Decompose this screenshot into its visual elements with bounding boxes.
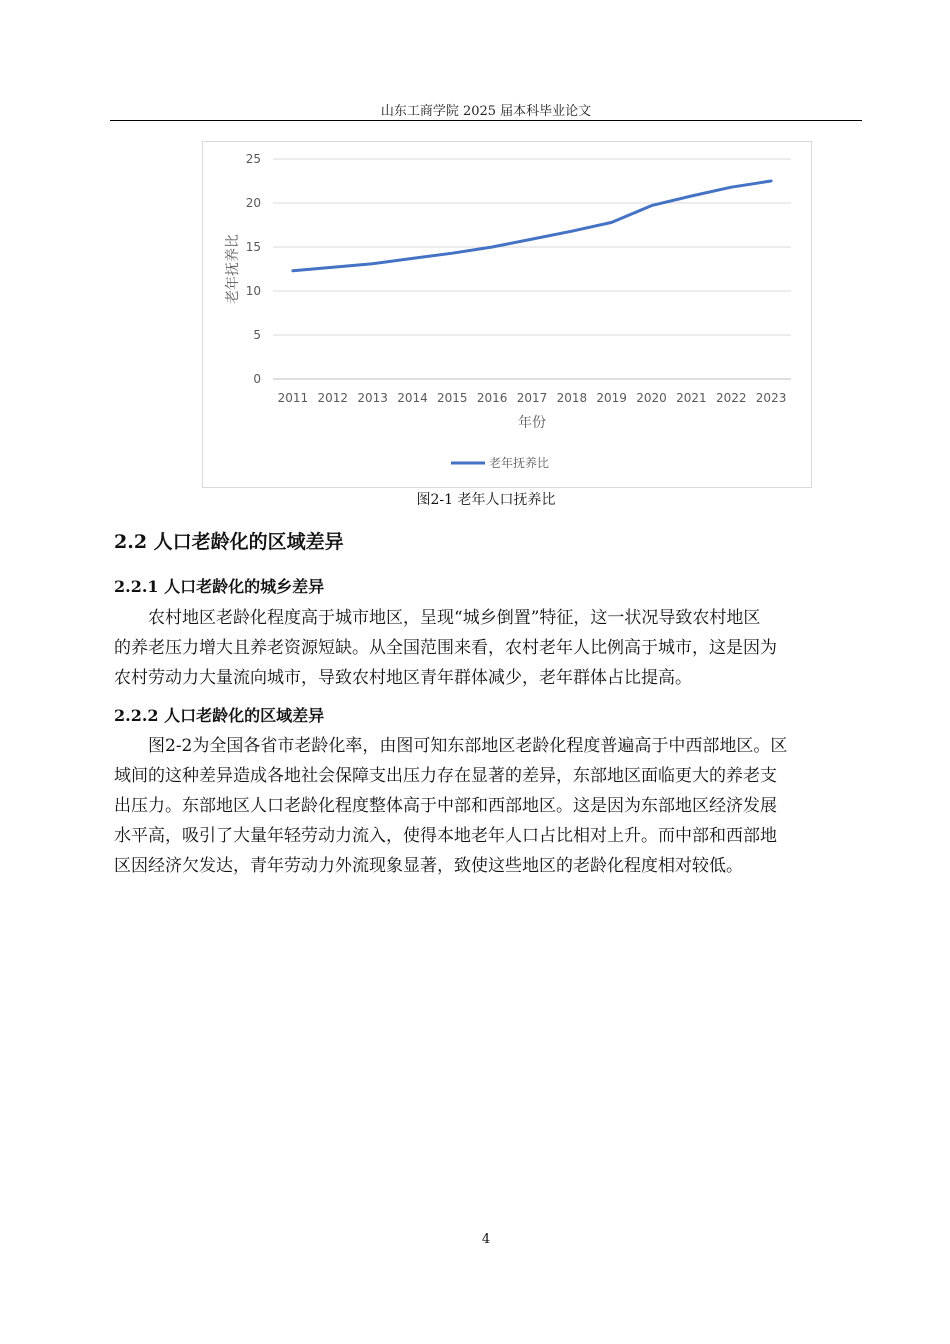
x-tick-label: 2022 [715, 391, 747, 405]
y-tick-label: 5 [253, 328, 261, 342]
paragraph-urban-rural-line: 农村劳动力大量流向城市，导致农村地区青年群体减少，老年群体占比提高。 [114, 668, 692, 688]
paragraph-regional-line: 图2-2为全国各省市老龄化率，由图可知东部地区老龄化程度普遍高于中西部地区。区 [148, 736, 788, 756]
x-tick-label: 2023 [755, 391, 787, 405]
x-tick-label: 2014 [397, 391, 428, 405]
x-tick-label: 2016 [476, 391, 508, 405]
paragraph-regional-line: 区因经济欠发达，青年劳动力外流现象显著，致使这些地区的老龄化程度相对较低。 [114, 856, 743, 876]
paragraph-regional-line: 出压力。东部地区人口老龄化程度整体高于中部和西部地区。这是因为东部地区经济发展 [114, 796, 777, 816]
paragraph-regional-line: 域间的这种差异造成各地社会保障支出压力存在显著的差异，东部地区面临更大的养老支 [114, 766, 777, 786]
page-number: 4 [481, 1232, 491, 1247]
y-tick-label: 10 [245, 284, 261, 298]
subsection-heading-urban-rural: 2.2.1 人口老龄化的城乡差异 [114, 577, 325, 596]
chart-canvas [203, 142, 811, 487]
y-tick-label: 25 [245, 152, 261, 166]
y-tick-label: 0 [253, 372, 261, 386]
legend-label: 老年抚养比 [489, 456, 550, 470]
line-chart [202, 141, 812, 488]
x-tick-label: 2015 [437, 391, 468, 405]
y-axis-title: 老年抚养比 [225, 234, 241, 304]
paragraph-regional-line: 水平高，吸引了大量年轻劳动力流入，使得本地老年人口占比相对上升。而中部和西部地 [114, 826, 777, 846]
x-tick-label: 2017 [516, 391, 548, 405]
paragraph-regional [114, 731, 860, 881]
x-axis-title: 年份 [518, 415, 546, 431]
subsection-heading-regional: 2.2.2 人口老龄化的区域差异 [114, 706, 325, 725]
x-tick-label: 2021 [676, 391, 707, 405]
x-tick-label: 2020 [636, 391, 667, 405]
x-tick-label: 2018 [556, 391, 588, 405]
y-tick-label: 20 [245, 196, 261, 210]
x-tick-label: 2013 [357, 391, 388, 405]
x-tick-label: 2019 [596, 391, 627, 405]
y-tick-label: 15 [245, 240, 261, 254]
header-rule [110, 120, 862, 121]
series-line [293, 181, 771, 271]
paragraph-urban-rural-line: 的养老压力增大且养老资源短缺。从全国范围来看，农村老年人比例高于城市，这是因为 [114, 638, 777, 658]
figure-caption: 图2-1 老年人口抚养比 [416, 492, 556, 508]
paragraph-urban-rural [114, 603, 860, 693]
paragraph-urban-rural-line: 农村地区老龄化程度高于城市地区，呈现“城乡倒置”特征，这一状况导致农村地区 [148, 608, 761, 628]
section-heading: 2.2 人口老龄化的区域差异 [114, 531, 344, 553]
page-header: 山东工商学院 2025 届本科毕业论文 [380, 104, 592, 119]
x-tick-label: 2012 [317, 391, 349, 405]
x-tick-label: 2011 [277, 391, 309, 405]
